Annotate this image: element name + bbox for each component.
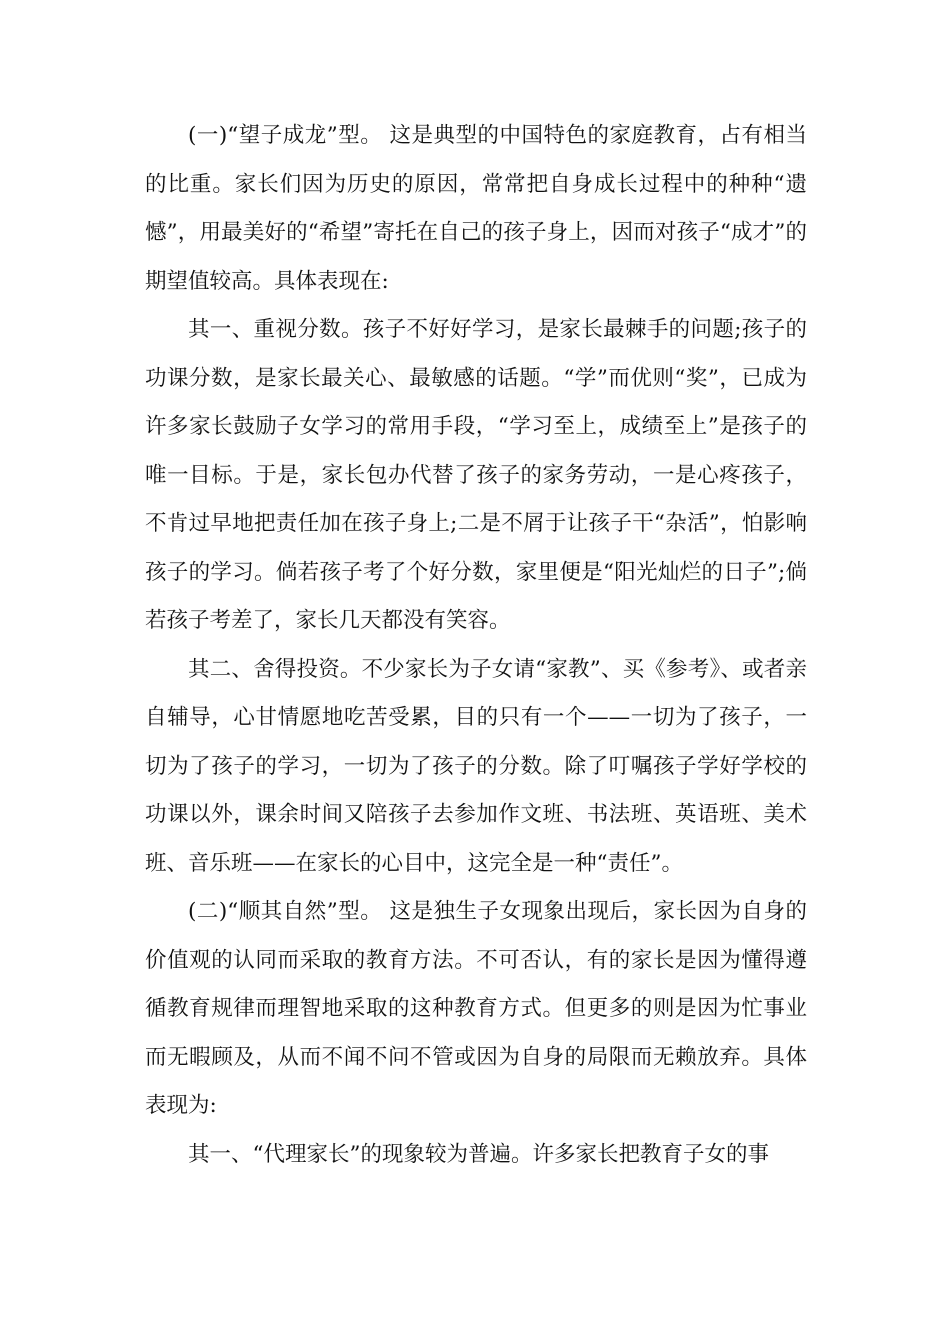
paragraph-point-investment: 其二、舍得投资。不少家长为子女请“家教”、买《参考》、或者亲自辅导，心甘情愿地吃苦受累，目的只有一个——一切为了孩子，一切为了孩子的学习，一切为了孩子的分数。除了叮嘱孩子学好学校的功课以外，课余时间又陪孩子去参加作文班、书法班、英语班、美术班、音乐班——在家长的心目中，这完全是一种“责任”。 [145,656,807,876]
paragraph-point-scores: 其一、重视分数。孩子不好好学习，是家长最棘手的问题;孩子的功课分数，是家长最关心、最敏感的话题。“学”而优则“奖”，已成为许多家长鼓励子女学习的常用手段，“学习至上，成绩至上”是孩子的唯一目标。于是，家长包办代替了孩子的家务劳动，一是心疼孩子，不肯过早地把责任加在孩子身上;二是不屑于让孩子干“杂活”，怕影响孩子的学习。倘若孩子考了个好分数，家里便是“阳光灿烂的日子”;倘若孩子考差了，家长几天都没有笑容。 [145,317,807,633]
paragraph-type-one: (一)“望子成龙”型。 这是典型的中国特色的家庭教育，占有相当的比重。家长们因为历史的原因，常常把自身成长过程中的种种“遗憾”，用最美好的“希望”寄托在自己的孩子身上，因而对孩子“成才”的期望值较高。具体表现在: [145,123,807,294]
paragraph-type-two: (二)“顺其自然”型。 这是独生子女现象出现后，家长因为自身的价值观的认同而采取的教育方法。不可否认，有的家长是因为懂得遵循教育规律而理智地采取的这种教育方式。但更多的则是因为忙事业而无暇顾及，从而不闻不问不管或因为自身的局限而无赖放弃。具体表现为: [145,899,807,1118]
paragraph-point-proxy-parents: 其一、“代理家长”的现象较为普遍。许多家长把教育子女的事 [188,1141,769,1167]
document-body [145,112,807,1179]
